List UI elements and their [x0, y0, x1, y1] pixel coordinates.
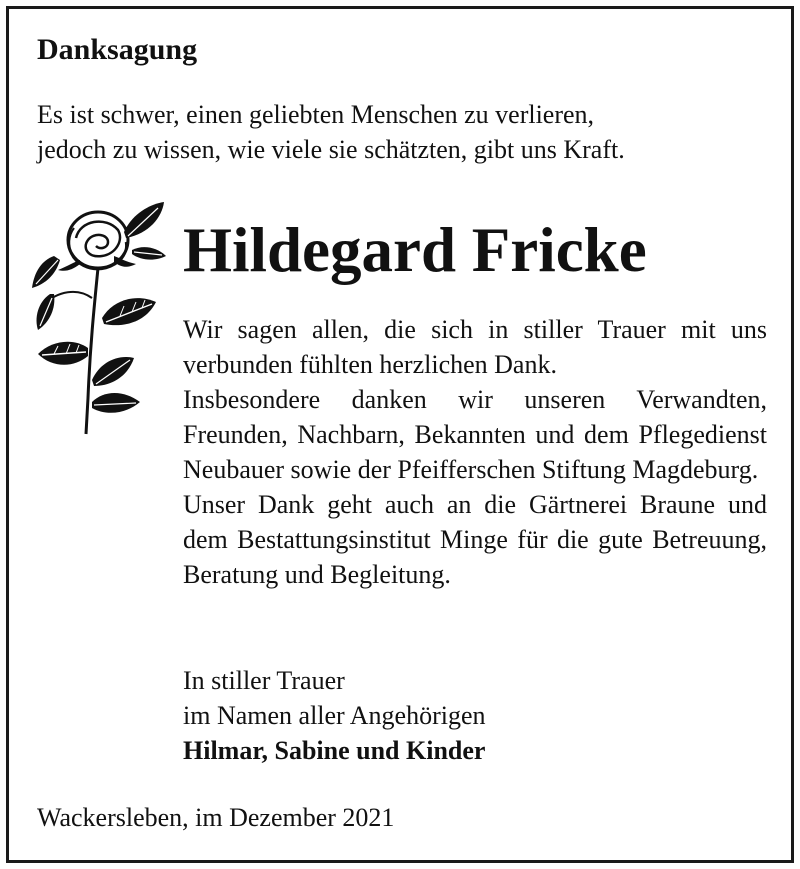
intro-line-1: Es ist schwer, einen geliebten Menschen zu verlieren,: [37, 100, 595, 129]
thanks-paragraph-3: Unser Dank geht auch an die Gärtnerei Braune und dem Bestattungsinstitut Minge für die gute Betreuung, Beratung und Begleitung.: [183, 490, 767, 589]
notice-heading: Danksagung: [37, 33, 198, 66]
signature-block: [183, 663, 486, 768]
thanks-paragraph-2: Insbesondere danken wir unseren Verwandten, Freunden, Nachbarn, Bekannten und dem Pflegedienst Neubauer sowie der Pfeifferschen Stiftung Magdeburg.: [183, 385, 767, 484]
intro-quote: [37, 97, 625, 167]
signature-line-1: In stiller Trauer: [183, 666, 345, 695]
intro-line-2: jedoch zu wissen, wie viele sie schätzten, gibt uns Kraft.: [37, 135, 625, 164]
deceased-name: Hildegard Fricke: [183, 215, 647, 285]
signature-line-2: im Namen aller Angehörigen: [183, 701, 486, 730]
thanks-text: [183, 312, 767, 592]
thanks-paragraph-1: Wir sagen allen, die sich in stiller Trauer mit uns verbunden fühlten herzlichen Dank.: [183, 315, 767, 379]
place-date: Wackersleben, im Dezember 2021: [37, 803, 395, 832]
rose-icon: [28, 198, 170, 436]
signature-names: Hilmar, Sabine und Kinder: [183, 736, 486, 765]
